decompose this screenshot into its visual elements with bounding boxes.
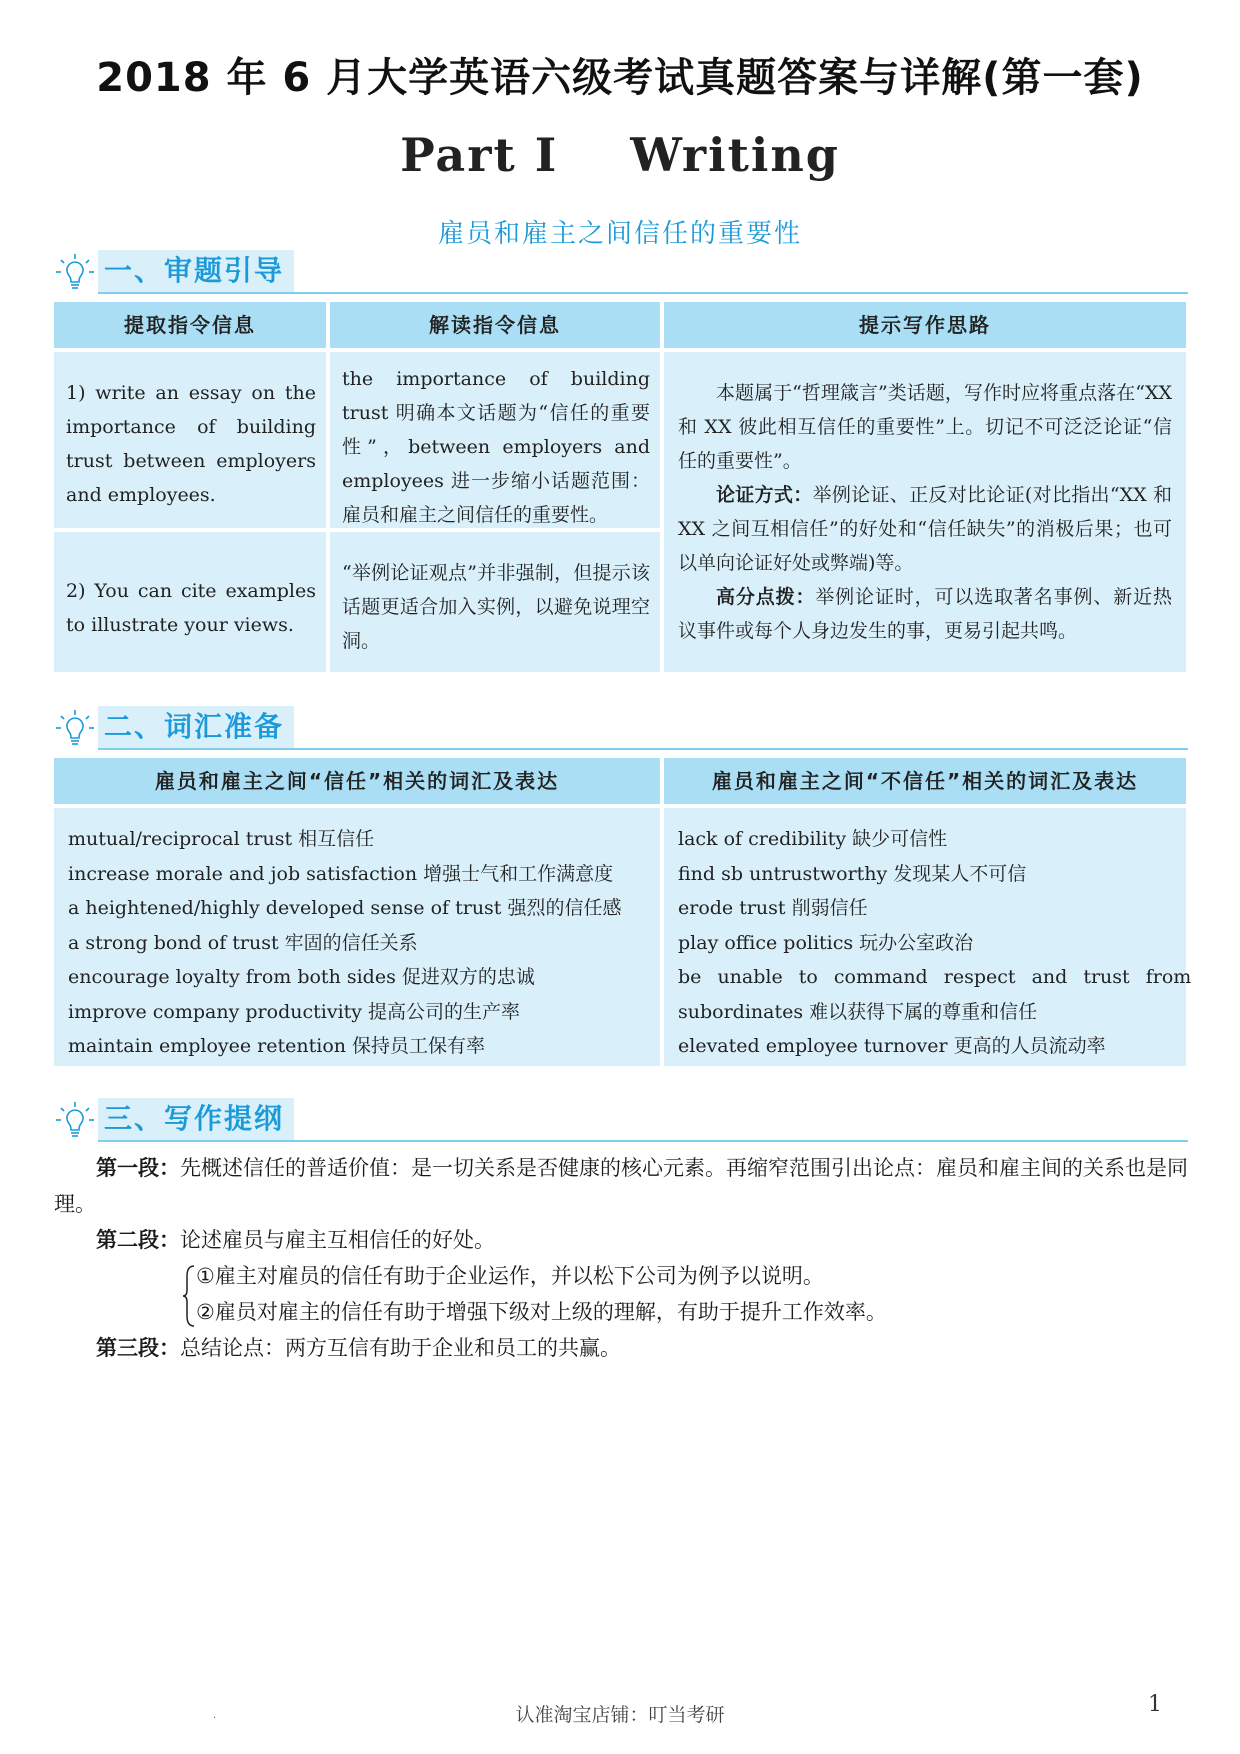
instruction-text-1: 1) write an essay on the importance of building trust between employers and employees. [66,382,316,506]
footer-watermark: 认准淘宝店铺：叮当考研 [515,1704,725,1726]
list-item: find sb untrustworthy 发现某人不可信 [678,862,1027,885]
lightbulb-icon [54,1100,96,1142]
table2-header-trust: 雇员和雇主之间“信任”相关的词汇及表达 [54,758,660,804]
table1-row1-extract [54,352,326,528]
lightbulb-icon [54,708,96,750]
list-item: mutual/reciprocal trust 相互信任 [68,828,375,850]
outline-paragraph-2 [54,1222,1188,1258]
part-title: Part I Writing [400,128,840,182]
outline-sub-point-1: ①雇主对雇员的信任有助于企业运作，并以松下公司为例予以说明。 [196,1264,824,1288]
table1-row1-interpret [330,352,660,528]
writing-outline [54,1150,1188,1366]
trust-vocab-list [54,808,660,1066]
hint-text-2: 举例论证、正反对比论证(对比指出“XX 和 XX 之间互相信任”的好处和“信任缺失”的消极后果；也可以单向论证好处或弊端)等。 [678,484,1172,574]
divider [98,292,1188,294]
table1-hint-cell [664,352,1186,672]
list-item: encourage loyalty from both sides 促进双方的忠诚 [68,966,535,988]
brace-icon [182,1264,196,1328]
essay-topic: 雇员和雇主之间信任的重要性 [437,219,802,249]
list-item: a heightened/highly developed sense of trust 强烈的信任感 [68,897,622,919]
hint-label-3: 高分点拨： [716,586,816,608]
list-item: erode trust 削弱信任 [678,897,868,919]
list-item: improve company productivity 提高公司的生产率 [68,1000,521,1023]
hint-paragraph-1: 本题属于“哲理箴言”类话题，写作时应将重点落在“XX 和 XX 彼此相互信任的重要性”上。切记不可泛泛论证“信任的重要性”。 [678,382,1172,472]
outline-paragraph-1 [54,1150,1188,1222]
outline-text-3: 总结论点：两方互信有助于企业和员工的共赢。 [180,1336,621,1360]
outline-label-3: 第三段： [96,1336,180,1360]
section-header-2 [54,706,1188,750]
section-title-3: 三、写作提纲 [98,1098,294,1140]
interpret-text-1: the importance of building trust 明确本文话题为“信任的重要性”，between employers and employees 进一步缩小话题范围：雇员和雇主之间信任的重要性。 [342,368,650,526]
section-title-2: 二、词汇准备 [98,706,294,748]
divider [98,1140,1188,1142]
hint-paragraph-3 [678,580,1172,648]
outline-sub-point-2: ②雇员对雇主的信任有助于增强下级对上级的理解，有助于提升工作效率。 [196,1300,887,1324]
table1-header-interpret: 解读指令信息 [330,302,660,348]
list-item: maintain employee retention 保持员工保有率 [68,1035,486,1057]
outline-text-1: 先概述信任的普适价值：是一切关系是否健康的核心元素。再缩窄范围引出论点：雇员和雇主间的关系也是同理。 [54,1156,1188,1216]
table2-header-distrust: 雇员和雇主之间“不信任”相关的词汇及表达 [664,758,1186,804]
table1-header-hint: 提示写作思路 [664,302,1186,348]
section-header-1 [54,250,1188,294]
divider [98,748,1188,750]
section-title-1: 一、审题引导 [98,250,294,292]
decorative-dot: . [213,1710,217,1721]
list-item: lack of credibility 缺少可信性 [678,828,948,850]
lightbulb-icon [54,252,96,294]
list-item: play office politics 玩办公室政治 [678,931,974,954]
list-item: be unable to command respect and trust from [678,966,1192,988]
hint-label-2: 论证方式： [716,484,813,506]
page-title: 2018 年 6 月大学英语六级考试真题答案与详解(第一套) [96,55,1144,101]
outline-label-1: 第一段： [96,1156,180,1180]
list-item: elevated employee turnover 更高的人员流动率 [678,1035,1106,1057]
hint-paragraph-2 [678,478,1172,580]
outline-text-2: 论述雇员与雇主互相信任的好处。 [180,1228,495,1252]
distrust-vocab-list [664,808,1192,1066]
outline-sub-points [54,1258,1188,1330]
outline-label-2: 第二段： [96,1228,180,1252]
page-number: 1 [1148,1692,1162,1717]
section-header-3 [54,1098,1188,1142]
list-item: subordinates 难以获得下属的尊重和信任 [678,1000,1038,1023]
interpret-text-2: “举例论证观点”并非强制，但提示该话题更适合加入实例，以避免说理空洞。 [342,562,650,652]
table1-header-extract: 提取指令信息 [54,302,326,348]
hint-text-3: 举例论证时，可以选取著名事例、新近热议事件或每个人身边发生的事，更易引起共鸣。 [678,586,1172,642]
list-item: a strong bond of trust 牢固的信任关系 [68,931,418,954]
table1-row2-interpret [330,532,660,672]
outline-paragraph-3 [54,1330,1188,1366]
table1-row2-extract [54,532,326,672]
instruction-text-2: 2) You can cite examples to illustrate your views. [66,580,316,636]
list-item: increase morale and job satisfaction 增强士气和工作满意度 [68,862,614,885]
